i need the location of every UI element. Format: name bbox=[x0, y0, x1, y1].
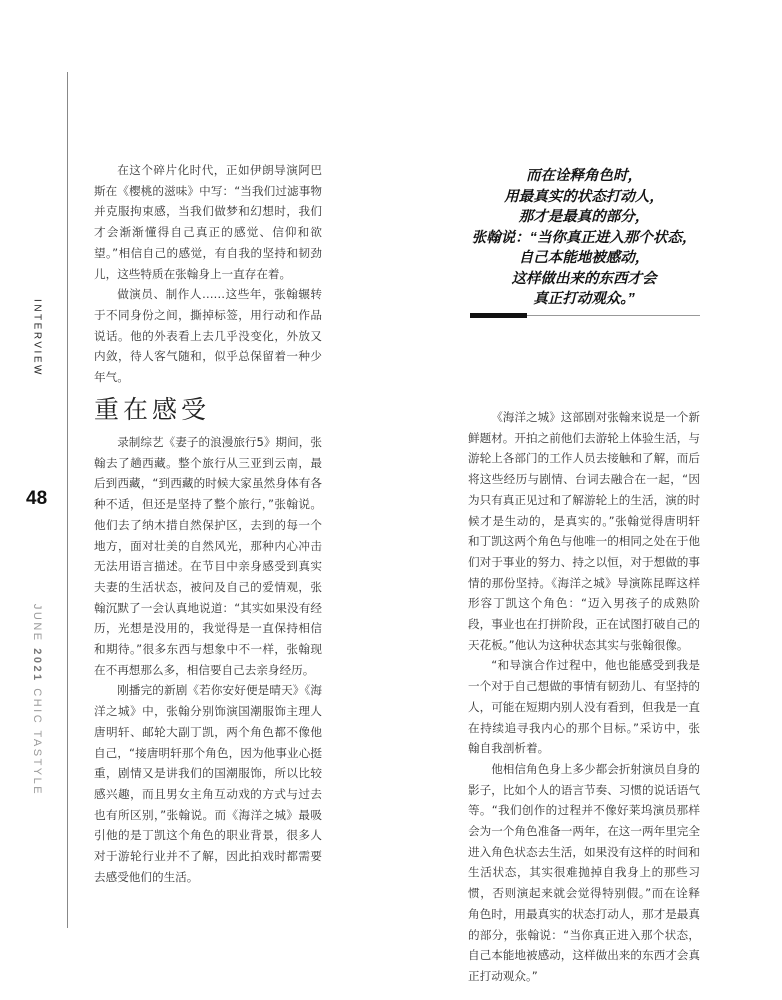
pull-quote-line: 那才是最真的部分， bbox=[518, 209, 650, 225]
pull-quote-line: 而在诠释角色时， bbox=[526, 168, 642, 184]
magazine-name: CHIC TASTYLE bbox=[31, 688, 43, 797]
body-paragraph: 《海洋之城》这部剧对张翰来说是一个新鲜题材。开拍之前他们去游轮上体验生活，与游轮上各部门的工作人员去接触和了解，而后将这些经历与剧情、台词去融合在一起，“因为只有真正见过和了解游轮上的生活，演的时候才是生动的，是真实的。”张翰觉得唐明轩和丁凯这两个角色与他唯一的相同之处在于他们对于事业的努力、持之以恒，对于想做的事情的那份坚持。《海洋之城》导演陈昆晖这样形容丁凯这个角色：“迈入男孩子的成熟阶段，事业也在打拼阶段，正在试图打破自己的天花板。”他认为这种状态其实与张翰很像。 bbox=[468, 410, 700, 652]
pull-quote-line: 用最真实的状态打动人， bbox=[504, 188, 664, 205]
pull-quote-line: 自己本能地被感动， bbox=[518, 250, 650, 266]
pull-quote bbox=[470, 166, 698, 310]
body-paragraph: 录制综艺《妻子的浪漫旅行5》期间，张翰去了趟西藏。整个旅行从三亚到云南，最后到西藏，“到西藏的时候大家虽然身体有各种不适，但还是坚持了整个旅行，”张翰说。他们去了纳木措自然保护区，去到的每一个地方，面对壮美的自然风光，那种内心冲击无法用语言描述。在节目中亲身感受到真实夫妻的生活状态，被问及自己的爱情观，张翰沉默了一会认真地说道：“其实如果没有经历，光想是没用的，我觉得是一直保持相信和期待。”很多东西与想象中不一样，张翰现在不再想那么多，相信要自己去亲身经历。 bbox=[94, 435, 322, 677]
body-paragraph: 他相信角色身上多少都会折射演员自身的影子，比如个人的语言节奏、习惯的说话语气等。“我们创作的过程并不像好莱坞演员那样会为一个角色准备一两年，在这一两年里完全进入角色状态去生活，如果没有这样的时间和生活状态，其实很难抛掉自我身上的那些习惯，否则演起来就会觉得特别假。”而在诠释角色时，用最真实的状态打动人，那才是最真的部分，张翰说：“当你真正进入那个状态，自己本能地被感动，这样做出来的东西才会真正打动观众。” bbox=[468, 761, 700, 983]
intro-column bbox=[94, 160, 322, 388]
pull-quote-accent-bar bbox=[470, 313, 527, 318]
intro-paragraph: 做演员、制作人……这些年，张翰辗转于不同身份之间，撕掉标签，用行动和作品说话。他的外表看上去几乎没变化，外放又内敛，待人客气随和，似乎总保留着一种少年气。 bbox=[94, 287, 322, 385]
issue-label bbox=[31, 604, 43, 796]
issue-year: 2021 bbox=[31, 648, 43, 683]
vertical-divider bbox=[67, 72, 68, 928]
intro-paragraph: 在这个碎片化时代，正如伊朗导演阿巴斯在《樱桃的滋味》中写：“当我们过滤事物并克服拘束感，当我们做梦和幻想时，我们才会渐渐懂得自己真正的感觉、信仰和欲望。”相信自己的感觉，有自我的坚持和韧劲儿，这些特质在张翰身上一直存在着。 bbox=[94, 163, 322, 281]
pull-quote-line: 真正打动观众。” bbox=[533, 291, 635, 307]
issue-month: JUNE bbox=[31, 603, 43, 643]
pull-quote-line: 张翰说：“当你真正进入那个状态， bbox=[471, 229, 697, 246]
page-number: 48 bbox=[26, 488, 48, 509]
section-heading: 重在感受 bbox=[94, 395, 211, 424]
pull-quote-line: 这样做出来的东西才会 bbox=[511, 270, 657, 287]
right-body-column bbox=[468, 407, 700, 987]
left-body-column bbox=[94, 432, 322, 887]
body-paragraph: 刚播完的新剧《若你安好便是晴天》《海洋之城》中，张翰分别饰演国潮服饰主理人唐明轩、邮轮大副丁凯，两个角色都不像他自己，“接唐明轩那个角色，因为他事业心挺重，剧情又是讲我们的国潮服饰，所以比较感兴趣，而且男女主角互动戏的方式与过去也有所区别，”张翰说。而《海洋之城》最吸引他的是丁凯这个角色的职业背景，很多人对于游轮行业并不了解，因此拍戏时都需要去感受他们的生活。 bbox=[94, 683, 322, 884]
body-paragraph: “和导演合作过程中，他也能感受到我是一个对于自己想做的事情有韧劲儿、有坚持的人，可能在短期内别人没有看到，但我是一直在持续追寻我内心的那个目标。”采访中，张翰自我剖析着。 bbox=[468, 658, 700, 756]
section-label: INTERVIEW bbox=[31, 299, 43, 377]
